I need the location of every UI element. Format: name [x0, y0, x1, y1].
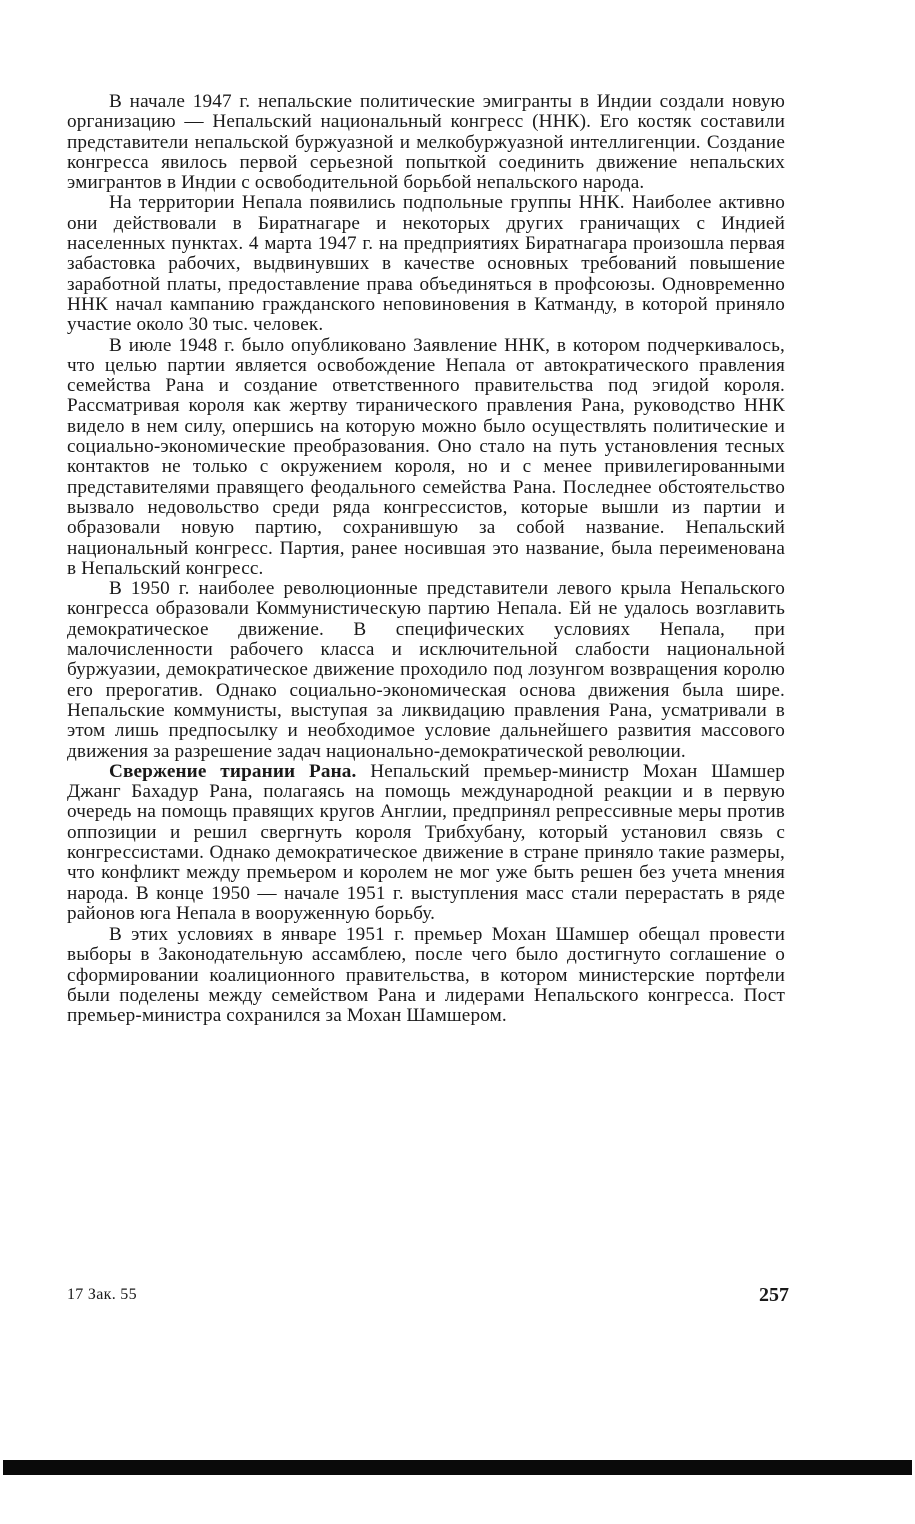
- page-body: [67, 92, 785, 1027]
- paragraph-4: В 1950 г. наиболее революционные представители левого крыла Непальского конгресса образовали Коммунистическую партию Непала. Ей не удалось возглавить демократическое движение. В специфических условиях Непала, при малочисленности рабочего класса и исключительной слабости национальной буржуазии, демократическое движение проходило под лозунгом возвращения королю его прерогатив. Однако социально-экономическая основа движения была шире. Непальские коммунисты, выступая за ликвидацию правления Рана, усматривали в этом лишь предпосылку и необходимое условие дальнейшего развития массового движения за разрешение задач национально-демократической революции.: [67, 578, 785, 762]
- paragraph-6: В этих условиях в январе 1951 г. премьер Мохан Шамшер обещал провести выборы в Законодательную ассамблею, после чего было достигнуто соглашение о сформировании коалиционного правительства, в котором министерские портфели были поделены между семейством Рана и лидерами Непальского конгресса. Пост премьер-министра сохранился за Мохан Шамшером.: [67, 924, 785, 1027]
- printer-signature: 17 Зак. 55: [67, 1286, 137, 1303]
- paragraph-3: В июле 1948 г. было опубликовано Заявление ННК, в котором подчеркивалось, что целью партии является освобождение Непала от автократического правления семейства Рана и создание ответственного правительства под эгидой короля. Рассматривая короля как жертву тиранического правления Рана, руководство ННК видело в нем силу, опершись на которую можно было осуществлять политические и социально-экономические преобразования. Оно стало на путь установления тесных контактов не только с окружением короля, но и с менее привилегированными представителями правящего феодального семейства Рана. Последнее обстоятельство вызвало недовольство среди ряда конгрессистов, которые вышли из партии и образовали новую партию, сохранившую за собой название. Непальский национальный конгресс. Партия, ранее носившая это название, была переименована в Непальский конгресс.: [67, 334, 785, 579]
- section-heading: Свержение тирании Рана.: [109, 760, 357, 782]
- paragraph-1: В начале 1947 г. непальские политические эмигранты в Индии создали новую организацию — Непальский национальный конгресс (ННК). Его костяк составили представители непальской буржуазной и мелкобуржуазной интеллигенции. Создание конгресса явилось первой серьезной попыткой соединить движение непальских эмигрантов в Индии с освободительной борьбой непальского народа.: [67, 91, 785, 194]
- page-footer: [67, 1284, 789, 1308]
- paragraph-5-text: Непальский премьер-министр Мохан Шамшер Джанг Бахадур Рана, полагаясь на помощь международной реакции и в первую очередь на помощь правящих кругов Англии, предпринял репрессивные меры против оппозиции и решил свергнуть короля Трибхубану, который установил связь с конгрессистами. Однако демократическое движение в стране приняло такие размеры, что конфликт между премьером и королем не мог уже быть решен без учета мнения народа. В конце 1950 — начале 1951 г. выступления масс стали перерастать в ряде районов юга Непала в вооруженную борьбу.: [67, 760, 785, 924]
- paragraph-5: [67, 762, 785, 924]
- paragraph-2: На территории Непала появились подпольные группы ННК. Наиболее активно они действовали в Биратнагаре и некоторых других граничащих с Индией населенных пунктах. 4 марта 1947 г. на предприятиях Биратнагара произошла первая забастовка рабочих, выдвинувших в качестве основных требований повышение заработной платы, предоставление права объединяться в профсоюзы. Одновременно ННК начал кампанию гражданского неповиновения в Катманду, в которой приняло участие около 30 тыс. человек.: [67, 192, 785, 336]
- scan-edge-bar: [3, 1460, 912, 1475]
- page-number: 257: [759, 1284, 789, 1306]
